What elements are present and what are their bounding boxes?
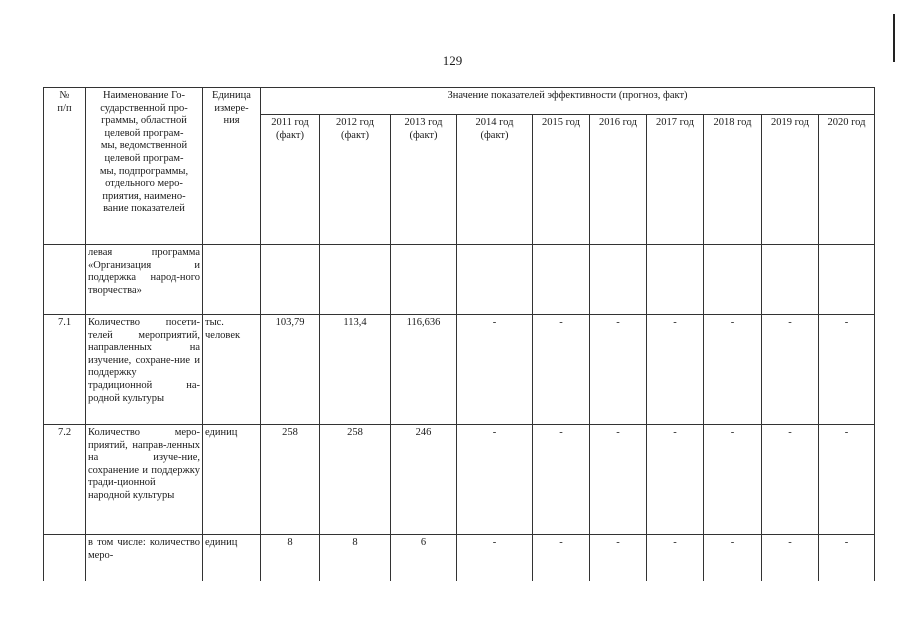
table-row: [44, 425, 875, 535]
value-cell: -: [457, 535, 533, 581]
value-cell: -: [704, 315, 762, 425]
column-header-year: 2017 год: [647, 115, 704, 245]
value-cell: [819, 245, 875, 315]
column-header-num: № п/п: [44, 88, 86, 245]
column-header-year: 2015 год: [533, 115, 590, 245]
value-cell: [261, 245, 320, 315]
column-header-unit: Единица измере- ния: [203, 88, 261, 245]
value-cell: -: [647, 315, 704, 425]
unit-cell: тыс. человек: [203, 315, 261, 425]
column-header-year: 2011 год (факт): [261, 115, 320, 245]
page-number: 129: [442, 53, 463, 68]
indicator-name-cell: в том числе: количество меро-: [86, 535, 203, 581]
value-cell: 103,79: [261, 315, 320, 425]
header-row: [44, 88, 875, 115]
value-cell: -: [533, 315, 590, 425]
value-cell: -: [457, 425, 533, 535]
column-header-year: 2012 год (факт): [320, 115, 391, 245]
margin-line: [893, 14, 895, 62]
indicators-table: [43, 87, 875, 581]
column-header-year: 2014 год (факт): [457, 115, 533, 245]
unit-cell: единиц: [203, 425, 261, 535]
value-cell: 6: [391, 535, 457, 581]
indicator-name-cell: Количество меро-приятий, направ-ленных на изуче-ние, сохранение и поддержку тради-ционной народной культуры: [86, 425, 203, 535]
value-cell: 8: [261, 535, 320, 581]
value-cell: -: [762, 315, 819, 425]
value-cell: -: [590, 535, 647, 581]
row-number-cell: 7.1: [44, 315, 86, 425]
value-cell: [762, 245, 819, 315]
column-header-year: 2013 год (факт): [391, 115, 457, 245]
column-header-year: 2016 год: [590, 115, 647, 245]
column-header-group: Значение показателей эффективности (прогноз, факт): [261, 88, 875, 115]
indicator-name-cell: Количество посети-телей мероприятий, направленных на изучение, сохране-ние и поддержку традиционной на-родной культуры: [86, 315, 203, 425]
value-cell: -: [457, 315, 533, 425]
column-header-year: 2018 год: [704, 115, 762, 245]
unit-cell: единиц: [203, 535, 261, 581]
row-number-cell: [44, 535, 86, 581]
value-cell: -: [762, 535, 819, 581]
value-cell: -: [590, 315, 647, 425]
value-cell: 258: [261, 425, 320, 535]
value-cell: -: [762, 425, 819, 535]
value-cell: -: [533, 535, 590, 581]
value-cell: -: [590, 425, 647, 535]
value-cell: 246: [391, 425, 457, 535]
column-header-year: 2020 год: [819, 115, 875, 245]
value-cell: -: [533, 425, 590, 535]
column-header-name: Наименование Го- сударственной про- граммы, областной целевой програм- мы, ведомственной целевой програм- мы, подпрограммы, отдельного меро- приятия, наимено- вание показателей: [86, 88, 203, 245]
value-cell: 8: [320, 535, 391, 581]
value-cell: -: [704, 535, 762, 581]
value-cell: -: [647, 425, 704, 535]
column-header-year: 2019 год: [762, 115, 819, 245]
value-cell: 258: [320, 425, 391, 535]
value-cell: [590, 245, 647, 315]
table-row: [44, 535, 875, 581]
table-row: [44, 245, 875, 315]
value-cell: -: [819, 535, 875, 581]
table-row: [44, 315, 875, 425]
value-cell: -: [647, 535, 704, 581]
value-cell: -: [819, 315, 875, 425]
value-cell: [391, 245, 457, 315]
row-number-cell: 7.2: [44, 425, 86, 535]
indicator-name-cell: левая программа «Организация и поддержка народ-ного творчества»: [86, 245, 203, 315]
value-cell: 116,636: [391, 315, 457, 425]
value-cell: [704, 245, 762, 315]
value-cell: [320, 245, 391, 315]
row-number-cell: [44, 245, 86, 315]
value-cell: [533, 245, 590, 315]
value-cell: [457, 245, 533, 315]
unit-cell: [203, 245, 261, 315]
value-cell: [647, 245, 704, 315]
value-cell: -: [704, 425, 762, 535]
value-cell: 113,4: [320, 315, 391, 425]
value-cell: -: [819, 425, 875, 535]
